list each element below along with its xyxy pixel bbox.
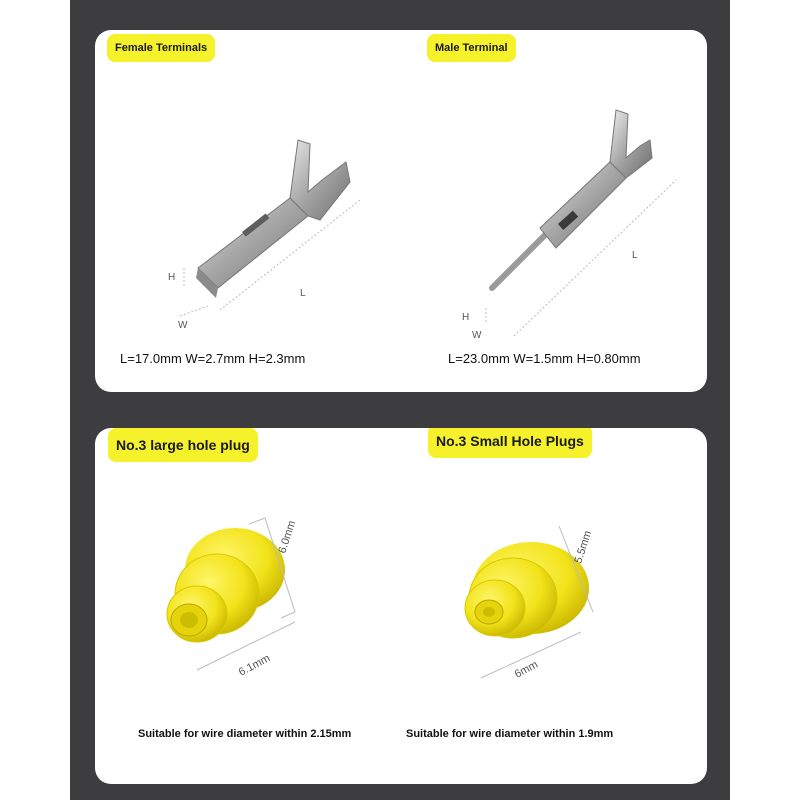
plugs-card	[95, 428, 707, 784]
female-dim-W: W	[178, 320, 188, 330]
large-plug-note: Suitable for wire diameter within 2.15mm	[138, 728, 352, 740]
male-dim-W: W	[472, 330, 482, 340]
male-dim-L: L	[632, 250, 638, 261]
male-spec: L=23.0mm W=1.5mm H=0.80mm	[448, 351, 641, 366]
small-plug-height: 5.5mm	[572, 529, 595, 565]
female-terminals-tag: Female Terminals	[107, 34, 215, 62]
small-plug-tag: No.3 Small Hole Plugs	[428, 428, 592, 458]
female-terminal-image	[150, 120, 380, 330]
large-plug-width: 6.1mm	[236, 652, 273, 679]
female-spec: L=17.0mm W=2.7mm H=2.3mm	[120, 351, 306, 366]
small-plug-note: Suitable for wire diameter within 1.9mm	[406, 728, 614, 740]
male-dim-H: H	[462, 312, 470, 323]
female-dim-L: L	[300, 288, 306, 299]
terminals-card	[95, 30, 707, 392]
male-terminal-image	[440, 100, 680, 340]
female-dim-H: H	[168, 272, 176, 283]
large-hole-plug-image	[145, 498, 375, 718]
large-plug-height: 6.0mm	[276, 519, 299, 555]
male-terminal-tag: Male Terminal	[427, 34, 516, 62]
small-hole-plug-image	[455, 518, 685, 718]
small-plug-width: 6mm	[512, 658, 540, 681]
large-plug-tag: No.3 large hole plug	[108, 428, 258, 462]
